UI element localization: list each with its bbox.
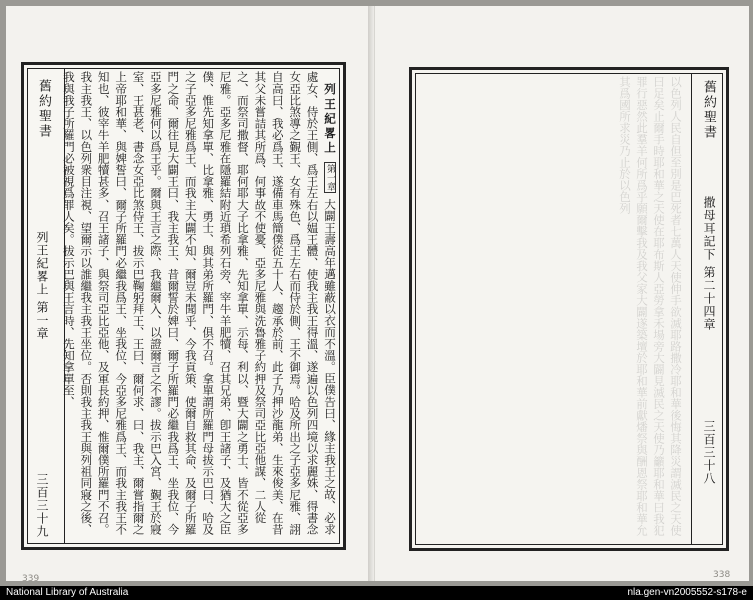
right-chapter-label: 撒母耳記下 第二十四章	[702, 196, 716, 331]
body-text: 大闢王壽高年邁雖蔽以衣而不溫。臣僕告曰、緣主我王之故、必求處女、侍於王側、爲王左右以媪王體、使我主我王得溫、遂遍以色列四境以求麗姝、得書念女亞比煞導之覲王、女有殊色、爲王左右而侍於側、王不御焉。哈及所出之子亞多尼雅、詡自高曰、我必爲王、遂備車馬簡僕從五十人、趨承於前、此子乃押沙龍弟、生來俊美、在昔其父未嘗詰其所爲、何事故不使憂、亞多尼雅與洗魯雅子約押及祭司亞比亞他謀、二人從之、而祭司撒督、耶何耶大子比拿雅、先知拿單、示每、利以、暨大闢之勇士、皆不從亞多尼雅。亞多尼雅在隱羅結附近瑣希列石旁、宰牛羊肥犢、召其兄弟、卽王諸子、及猶大之臣僕、惟先知拿單、比拿雅、勇士、與其弟所羅門、俱不召。拿單謂所羅門母拔示巴曰、哈及之子亞多尼雅爲王、而我主大闢不知、爾豈未聞乎、今我貢策、使爾自救其命、及爾子所羅門之命、爾往見大闢王曰、我主我王、昔爾誓於婢曰、爾子所羅門必繼我爲王、坐我位、今亞多尼雅何以爲王乎。爾與王言之際、我繼爾入、以證爾言之不謬。拔示巴入宮、覲王於寢室、王甚老、書念女亞比煞侍王、拔示巴鞠躬拜王、王曰、爾何求、曰、我主、爾嘗指爾之上帝耶和華、與婢誓曰、爾子所羅門必繼我爲王、坐我位、今亞多尼雅爲王、而我主我王不知也、彼宰牛羊肥犢甚多、召王諸子、與祭司亞比亞他、及軍長約押、惟爾僕所羅門不召。我主我王、以色列衆目注視、望爾示以誰繼我主我王坐位。否則我主我王與列祖同寢之後、我與我子所羅門必被視爲罪人矣。拔示巴與王言時、先知拿單至、	[61, 71, 337, 535]
pencil-page-note-left: 339	[22, 574, 40, 584]
right-page	[374, 6, 749, 581]
left-page-frame	[21, 62, 346, 550]
footer-bar	[0, 586, 753, 600]
right-page-number: 三百三十八	[702, 420, 716, 485]
chapter-marker: 第一章	[325, 163, 335, 191]
left-chapter-label: 列王紀畧上 第一章	[35, 231, 49, 340]
left-page	[6, 6, 374, 584]
footer-source: National Library of Australia	[6, 587, 129, 598]
right-running-title: 舊約聖書	[701, 80, 716, 140]
right-page-margin-column	[692, 70, 726, 548]
pencil-page-note-right: 338	[713, 570, 731, 580]
left-page-body	[61, 71, 338, 535]
left-page-margin-column	[24, 65, 64, 547]
right-page-frame	[409, 67, 729, 551]
right-page-bleed-through: 以色列人民自但至別是巴死者七萬人天使伸手欲滅耶路撒冷耶和華後悔其降災謂滅民之天使曰足矣止爾手時耶和華之天使在耶布斯人亞勞拿禾場旁大闢見滅民之天使乃籲耶和華曰我犯罪行惡然此羣羊何所爲乎願爾擊我及我父家大闢遂築壇於耶和華前獻燔祭與酬恩祭耶和華允其爲國所求災乃止於以色列	[618, 76, 683, 536]
left-page-number: 三百三十九	[35, 473, 49, 538]
section-heading: 列王紀畧上	[323, 83, 337, 156]
left-running-title: 舊約聖書	[36, 79, 51, 139]
footer-identifier: nla.gen-vn2005552-s178-e	[627, 587, 747, 598]
